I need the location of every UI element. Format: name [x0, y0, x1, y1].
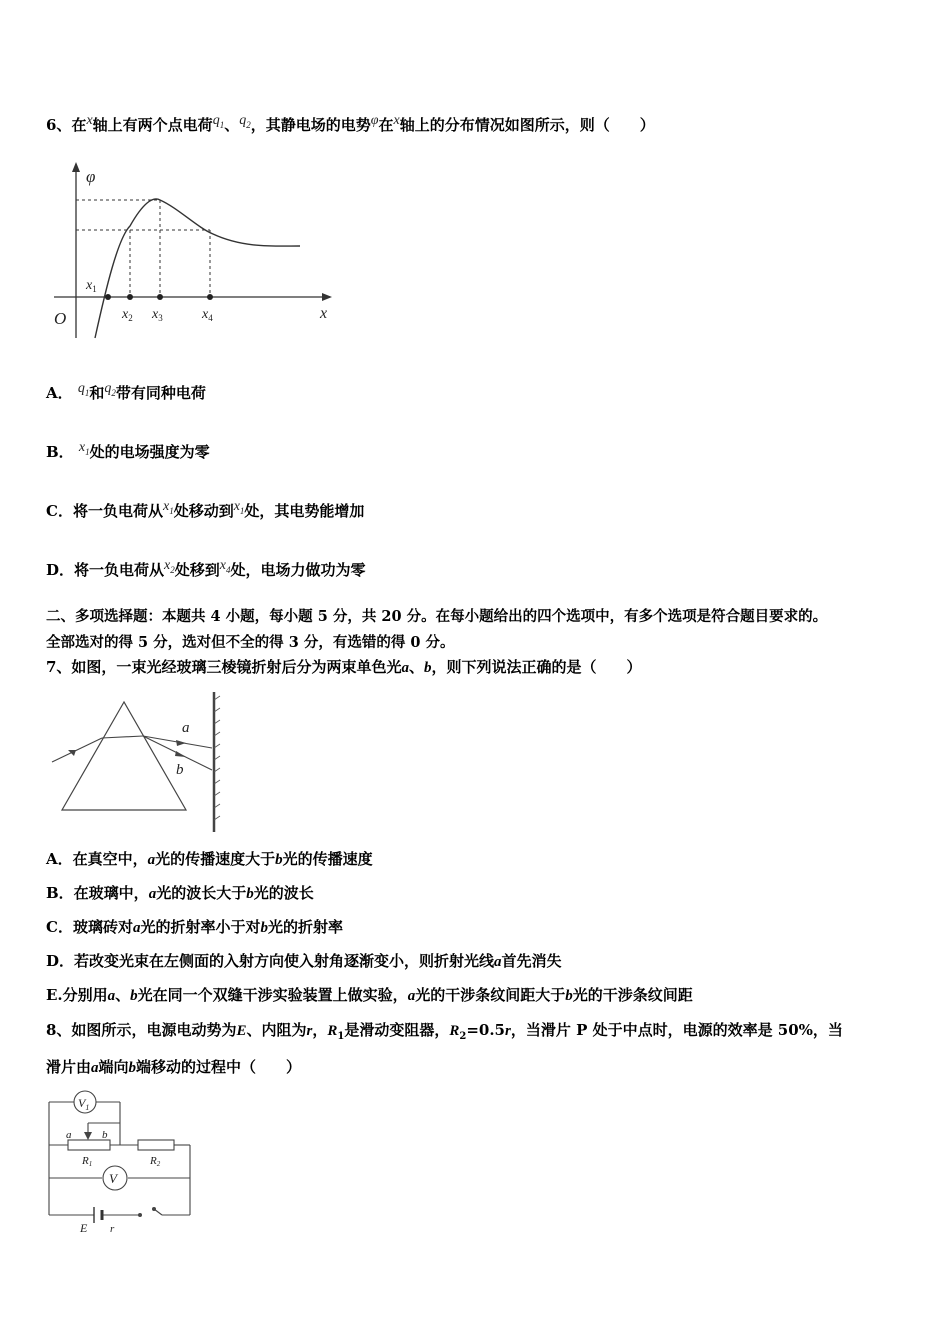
internal-r-label: r	[110, 1223, 115, 1235]
incident-arrow	[68, 750, 76, 756]
r2-label: R2	[150, 1155, 161, 1168]
tick-x1: $x_1$	[86, 278, 97, 294]
voltmeter-v-label: V	[109, 1171, 117, 1186]
refracted-ray-in-prism	[102, 736, 143, 738]
q6-potential-graph	[48, 158, 348, 348]
q7-option-a[interactable]: A．在真空中，a光的传播速度大于b光的传播速度	[46, 850, 373, 868]
terminal-b: b	[102, 1129, 108, 1141]
ray-b-label: b	[176, 762, 184, 778]
switch-pivot	[152, 1207, 156, 1211]
q7-option-b[interactable]: B．在玻璃中，a光的波长大于b光的波长	[46, 884, 314, 902]
q6-stem: 6、在x轴上有两个点电荷$q_1$、$q_2$，其静电场的电势φ在x轴上的分布情况如图所示，则（ ）	[46, 113, 655, 134]
incident-ray	[52, 738, 102, 762]
var-q1: $q_1$	[212, 113, 225, 130]
q8-circuit-diagram	[44, 1090, 194, 1235]
point-x2	[127, 294, 133, 300]
var-phi: φ	[370, 113, 379, 128]
point-x1	[105, 294, 111, 300]
q7-prism-figure	[48, 690, 228, 835]
tick-x3: $x_3$	[152, 307, 163, 323]
x-axis-label: x	[320, 305, 328, 322]
x-axis-arrow	[322, 293, 332, 301]
point-x3	[157, 294, 163, 300]
resistor-r2	[138, 1140, 174, 1150]
ray-a-label: a	[182, 720, 190, 736]
q7-option-c[interactable]: C．玻璃砖对a光的折射率小于对b光的折射率	[46, 918, 343, 936]
y-axis-label: φ	[86, 167, 96, 186]
q7-stem: 7、如图，一束光经玻璃三棱镜折射后分为两束单色光a、b，则下列说法正确的是（ ）	[46, 658, 642, 676]
q7-option-d[interactable]: D．若改变光束在左侧面的入射方向使入射角逐渐变小，则折射光线a首先消失	[46, 952, 562, 970]
var-q2: $q_2$	[239, 113, 251, 130]
y-axis-arrow	[72, 162, 80, 172]
section2-instructions-line2: 全部选对的得 5 分，选对但不全的得 3 分，有选错的得 0 分。	[46, 634, 455, 651]
var-x: x	[393, 113, 400, 128]
terminal-a: a	[66, 1129, 72, 1141]
tick-x2: $x_2$	[122, 307, 133, 323]
section2-instructions-line1: 二、多项选择题：本题共 4 小题，每小题 5 分，共 20 分。在每小题给出的四个选项中，有多个选项是符合题目要求的。	[46, 608, 828, 625]
q6-option-a[interactable]: A． $q_1$和$q_2$带有同种电荷	[46, 381, 206, 402]
q6-option-d[interactable]: D．将一负电荷从$x_2$处移到$x_4$处，电场力做功为零	[46, 558, 366, 579]
q7-option-e[interactable]: E.分别用a、b光在同一个双缝干涉实验装置上做实验，a光的干涉条纹间距大于b光的干涉条纹间距	[46, 986, 693, 1004]
ray-a-arrow	[176, 740, 186, 746]
tick-x4: $x_4$	[202, 307, 213, 323]
slider-arrow	[84, 1132, 92, 1140]
resistor-r1	[68, 1140, 110, 1150]
prism	[62, 702, 186, 810]
ray-b-arrow	[175, 751, 186, 757]
q6-option-c[interactable]: C．将一负电荷从$x_1$处移动到$x_1$处，其电势能增加	[46, 499, 365, 520]
emf-label: E	[80, 1221, 88, 1235]
voltmeter-v1-label: $V_1$	[78, 1096, 90, 1112]
switch-contact	[138, 1213, 142, 1217]
origin-label: O	[54, 309, 67, 328]
r1-label: R1	[82, 1155, 93, 1168]
var-x: x	[86, 113, 93, 128]
point-x4	[207, 294, 213, 300]
q8-stem-line1: 8、如图所示，电源电动势为E、内阻为r，$R_1$是滑动变阻器，$R_2=0.5r$，当滑片 P 处于中点时，电源的效率是 50%，当	[46, 1021, 843, 1042]
q8-stem-line2: 滑片由a端向b端移动的过程中（ ）	[46, 1058, 302, 1076]
q6-option-b[interactable]: B． $x_1$处的电场强度为零	[46, 440, 210, 461]
